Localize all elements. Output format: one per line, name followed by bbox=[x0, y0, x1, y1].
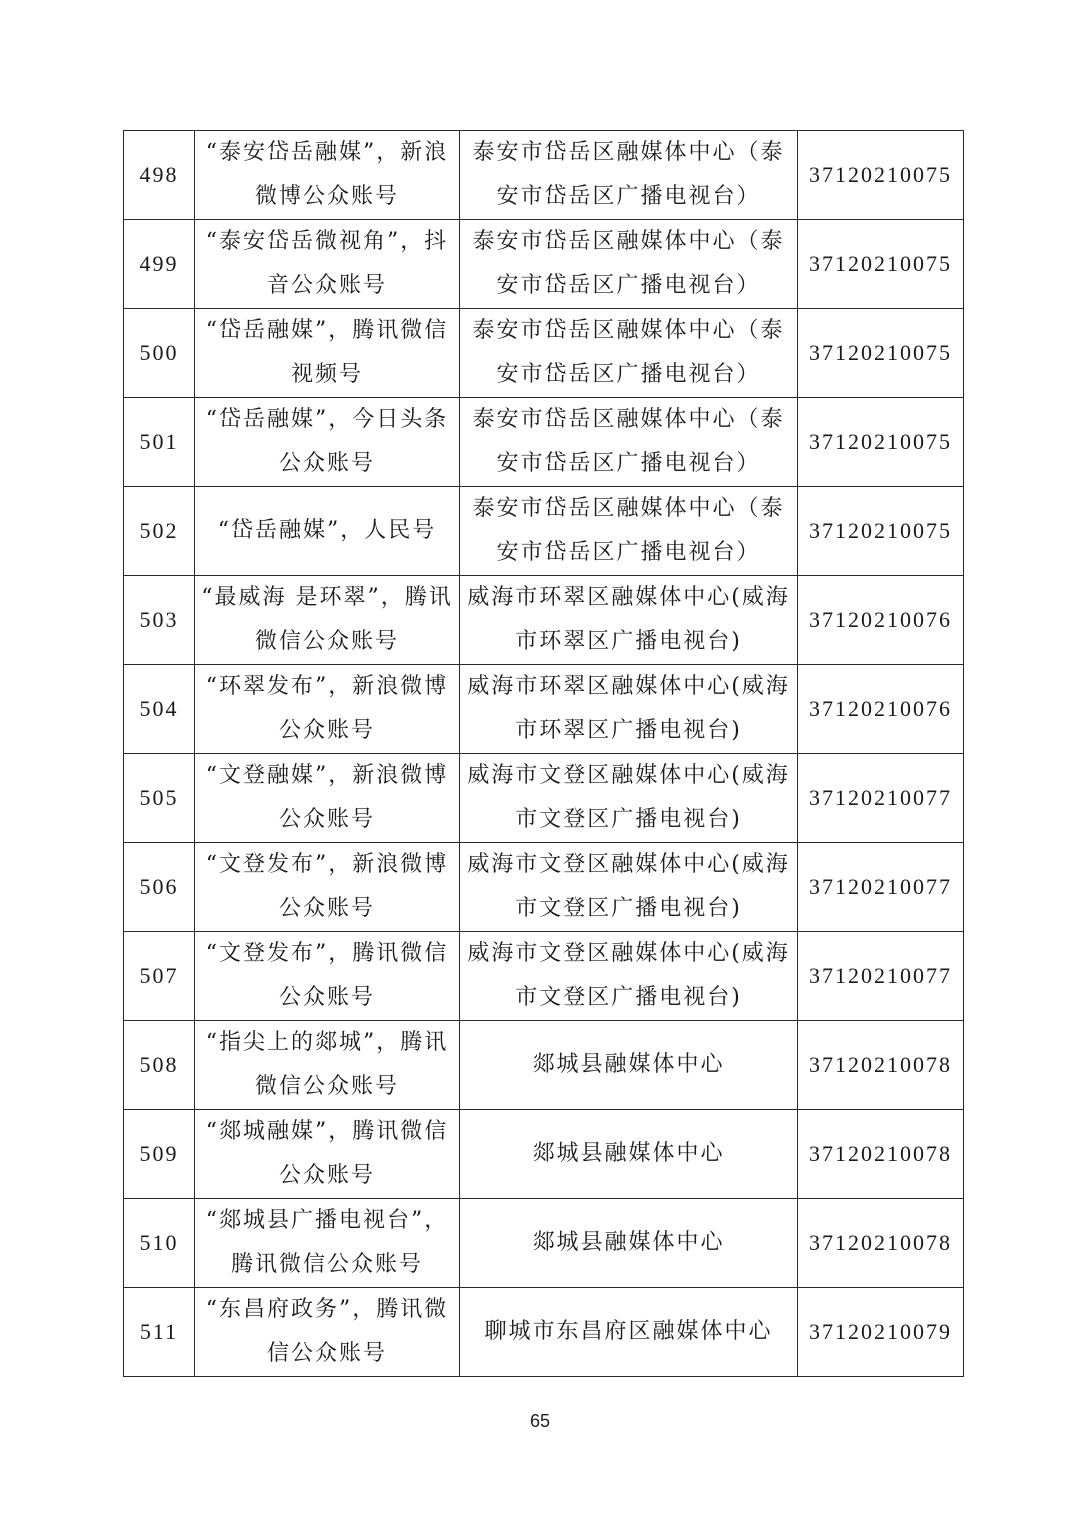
page-number: 65 bbox=[529, 1411, 551, 1431]
organization-name: 威海市环翠区融媒体中心(威海市环翠区广播电视台) bbox=[460, 576, 798, 665]
license-code: 37120210077 bbox=[798, 843, 964, 932]
row-index: 503 bbox=[124, 576, 195, 665]
license-code: 37120210076 bbox=[798, 665, 964, 754]
table-row bbox=[124, 309, 964, 398]
license-code: 37120210078 bbox=[798, 1110, 964, 1199]
table-row bbox=[124, 131, 964, 220]
license-code: 37120210078 bbox=[798, 1199, 964, 1288]
organization-name: 泰安市岱岳区融媒体中心（泰安市岱岳区广播电视台） bbox=[460, 398, 798, 487]
row-index: 501 bbox=[124, 398, 195, 487]
organization-name: 威海市文登区融媒体中心(威海市文登区广播电视台) bbox=[460, 843, 798, 932]
table-row bbox=[124, 576, 964, 665]
account-name: “泰安岱岳微视角”，抖音公众账号 bbox=[195, 220, 460, 309]
row-index: 509 bbox=[124, 1110, 195, 1199]
account-name: “文登融媒”，新浪微博公众账号 bbox=[195, 754, 460, 843]
account-name: “岱岳融媒”，人民号 bbox=[195, 487, 460, 576]
row-index: 508 bbox=[124, 1021, 195, 1110]
row-index: 507 bbox=[124, 932, 195, 1021]
row-index: 510 bbox=[124, 1199, 195, 1288]
organization-name: 泰安市岱岳区融媒体中心（泰安市岱岳区广播电视台） bbox=[460, 220, 798, 309]
account-name: “指尖上的郯城”，腾讯微信公众账号 bbox=[195, 1021, 460, 1110]
license-code: 37120210075 bbox=[798, 220, 964, 309]
license-code: 37120210075 bbox=[798, 398, 964, 487]
organization-name: 泰安市岱岳区融媒体中心（泰安市岱岳区广播电视台） bbox=[460, 131, 798, 220]
table-row bbox=[124, 1288, 964, 1377]
organization-name: 泰安市岱岳区融媒体中心（泰安市岱岳区广播电视台） bbox=[460, 487, 798, 576]
account-name: “最威海 是环翠”，腾讯微信公众账号 bbox=[195, 576, 460, 665]
row-index: 500 bbox=[124, 309, 195, 398]
table-row bbox=[124, 665, 964, 754]
row-index: 504 bbox=[124, 665, 195, 754]
license-code: 37120210077 bbox=[798, 754, 964, 843]
table-row bbox=[124, 487, 964, 576]
table-row bbox=[124, 932, 964, 1021]
organization-name: 泰安市岱岳区融媒体中心（泰安市岱岳区广播电视台） bbox=[460, 309, 798, 398]
organization-name: 威海市环翠区融媒体中心(威海市环翠区广播电视台) bbox=[460, 665, 798, 754]
license-code: 37120210076 bbox=[798, 576, 964, 665]
license-code: 37120210079 bbox=[798, 1288, 964, 1377]
account-name: “文登发布”，新浪微博公众账号 bbox=[195, 843, 460, 932]
table-row bbox=[124, 1199, 964, 1288]
table-row bbox=[124, 1021, 964, 1110]
table-row bbox=[124, 220, 964, 309]
license-code: 37120210075 bbox=[798, 309, 964, 398]
row-index: 506 bbox=[124, 843, 195, 932]
table-row bbox=[124, 754, 964, 843]
table-row bbox=[124, 843, 964, 932]
organization-name: 威海市文登区融媒体中心(威海市文登区广播电视台) bbox=[460, 932, 798, 1021]
account-name: “泰安岱岳融媒”，新浪微博公众账号 bbox=[195, 131, 460, 220]
account-name: “郯城县广播电视台”，腾讯微信公众账号 bbox=[195, 1199, 460, 1288]
organization-name: 威海市文登区融媒体中心(威海市文登区广播电视台) bbox=[460, 754, 798, 843]
account-name: “东昌府政务”，腾讯微信公众账号 bbox=[195, 1288, 460, 1377]
account-name: “环翠发布”，新浪微博公众账号 bbox=[195, 665, 460, 754]
license-code: 37120210075 bbox=[798, 131, 964, 220]
table-row bbox=[124, 398, 964, 487]
row-index: 499 bbox=[124, 220, 195, 309]
account-name: “文登发布”，腾讯微信公众账号 bbox=[195, 932, 460, 1021]
organization-name: 郯城县融媒体中心 bbox=[460, 1199, 798, 1288]
row-index: 511 bbox=[124, 1288, 195, 1377]
account-name: “岱岳融媒”，今日头条公众账号 bbox=[195, 398, 460, 487]
organization-name: 郯城县融媒体中心 bbox=[460, 1110, 798, 1199]
license-code: 37120210075 bbox=[798, 487, 964, 576]
license-code: 37120210077 bbox=[798, 932, 964, 1021]
organization-name: 郯城县融媒体中心 bbox=[460, 1021, 798, 1110]
account-name: “郯城融媒”，腾讯微信公众账号 bbox=[195, 1110, 460, 1199]
license-code: 37120210078 bbox=[798, 1021, 964, 1110]
row-index: 505 bbox=[124, 754, 195, 843]
registry-table bbox=[123, 130, 964, 1377]
row-index: 498 bbox=[124, 131, 195, 220]
organization-name: 聊城市东昌府区融媒体中心 bbox=[460, 1288, 798, 1377]
row-index: 502 bbox=[124, 487, 195, 576]
account-name: “岱岳融媒”，腾讯微信视频号 bbox=[195, 309, 460, 398]
table-row bbox=[124, 1110, 964, 1199]
